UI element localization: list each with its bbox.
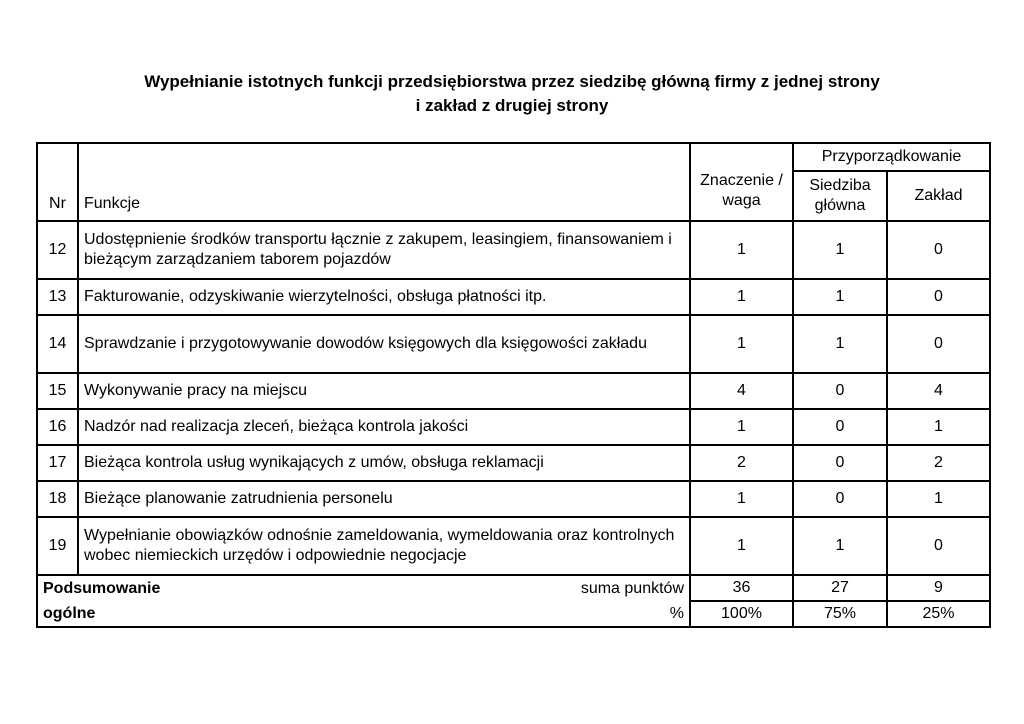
- table-row: [37, 445, 990, 481]
- summary-percent-label: %: [669, 604, 684, 622]
- row-zaklad: 2: [887, 445, 990, 481]
- header-siedziba: Siedziba główna: [793, 171, 887, 221]
- row-siedziba: 0: [793, 409, 887, 445]
- row-weight: 1: [690, 481, 793, 517]
- row-zaklad: 1: [887, 409, 990, 445]
- row-nr: 19: [37, 517, 78, 575]
- row-nr: 15: [37, 373, 78, 409]
- row-siedziba: 0: [793, 481, 887, 517]
- summary-percent-weight: 100%: [690, 601, 793, 627]
- row-siedziba: 0: [793, 373, 887, 409]
- summary-points-row: [37, 575, 990, 601]
- summary-label-line1: Podsumowanie: [43, 579, 161, 597]
- table-row: [37, 279, 990, 315]
- row-weight: 1: [690, 315, 793, 373]
- row-weight: 4: [690, 373, 793, 409]
- row-siedziba: 0: [793, 445, 887, 481]
- row-siedziba: 1: [793, 279, 887, 315]
- row-function: Bieżące planowanie zatrudnienia personelu: [78, 481, 690, 517]
- summary-points-siedziba: 27: [793, 575, 887, 601]
- row-nr: 13: [37, 279, 78, 315]
- row-nr: 14: [37, 315, 78, 373]
- summary-percent-siedziba: 75%: [793, 601, 887, 627]
- table-row: [37, 373, 990, 409]
- row-zaklad: 0: [887, 517, 990, 575]
- row-function: Sprawdzanie i przygotowywanie dowodów księgowych dla księgowości zakładu: [78, 315, 690, 373]
- row-nr: 17: [37, 445, 78, 481]
- table-row: [37, 517, 990, 575]
- summary-percent-label-cell: [37, 601, 690, 627]
- row-zaklad: 1: [887, 481, 990, 517]
- functions-table: [36, 142, 991, 628]
- header-znaczenie: Znaczenie / waga: [690, 143, 793, 221]
- row-siedziba: 1: [793, 221, 887, 279]
- table-row: [37, 481, 990, 517]
- table-row: [37, 315, 990, 373]
- row-zaklad: 0: [887, 221, 990, 279]
- row-weight: 2: [690, 445, 793, 481]
- summary-points-label: suma punktów: [580, 579, 684, 597]
- header-zaklad: Zakład: [887, 171, 990, 221]
- row-function: Wypełnianie obowiązków odnośnie zameldowania, wymeldowania oraz kontrolnych wobec niemieckich urzędów i odpowiednie negocjacje: [78, 517, 690, 575]
- row-nr: 16: [37, 409, 78, 445]
- summary-points-weight: 36: [690, 575, 793, 601]
- row-function: Wykonywanie pracy na miejscu: [78, 373, 690, 409]
- row-weight: 1: [690, 221, 793, 279]
- summary-percent-zaklad: 25%: [887, 601, 990, 627]
- summary-percent-row: [37, 601, 990, 627]
- header-nr: Nr: [37, 143, 78, 221]
- row-weight: 1: [690, 409, 793, 445]
- table-row: [37, 409, 990, 445]
- header-row-top: [37, 143, 990, 171]
- header-przyporzadkowanie: Przyporządkowanie: [793, 143, 990, 171]
- row-zaklad: 0: [887, 279, 990, 315]
- row-nr: 12: [37, 221, 78, 279]
- row-siedziba: 1: [793, 315, 887, 373]
- table-row: [37, 221, 990, 279]
- header-funkcje: Funkcje: [78, 143, 690, 221]
- row-zaklad: 0: [887, 315, 990, 373]
- row-weight: 1: [690, 279, 793, 315]
- row-function: Bieżąca kontrola usług wynikających z umów, obsługa reklamacji: [78, 445, 690, 481]
- summary-points-label-cell: [37, 575, 690, 601]
- page-title: Wypełnianie istotnych funkcji przedsiębiorstwa przez siedzibę główną firmy z jednej strony i zakład z drugiej strony: [144, 72, 880, 115]
- row-siedziba: 1: [793, 517, 887, 575]
- row-function: Fakturowanie, odzyskiwanie wierzytelności, obsługa płatności itp.: [78, 279, 690, 315]
- row-weight: 1: [690, 517, 793, 575]
- summary-label-line2: ogólne: [43, 604, 96, 622]
- summary-points-zaklad: 9: [887, 575, 990, 601]
- row-function: Udostępnienie środków transportu łącznie z zakupem, leasingiem, finansowaniem i bieżącym zarządzaniem taborem pojazdów: [78, 221, 690, 279]
- row-function: Nadzór nad realizacja zleceń, bieżąca kontrola jakości: [78, 409, 690, 445]
- row-nr: 18: [37, 481, 78, 517]
- row-zaklad: 4: [887, 373, 990, 409]
